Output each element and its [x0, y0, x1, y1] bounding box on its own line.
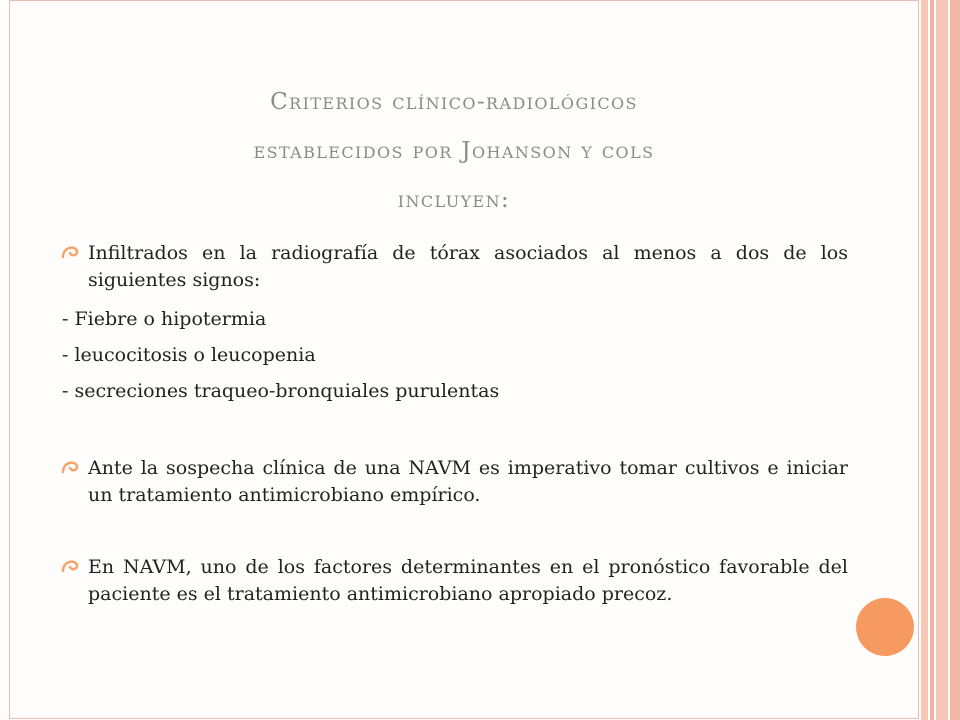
right-stripe-3: [936, 0, 948, 720]
subitem-leucocitosis: - leucocitosis o leucopenia: [62, 344, 316, 366]
decorative-circle: [856, 598, 914, 656]
slide-title: [70, 78, 838, 225]
bullet-1-text: Infiltrados en la radiografía de tórax asociados al menos a dos de los siguientes signos:: [88, 242, 848, 291]
bullet-curl-icon: [60, 243, 82, 261]
bullet-3-text: En NAVM, uno de los factores determinantes en el pronóstico favorable del paciente es el tratamiento antimicrobiano apropiado precoz.: [88, 556, 848, 605]
bullet-curl-icon: [60, 458, 82, 476]
bullet-curl-icon: [60, 557, 82, 575]
title-line-1: Criterios clínico-radiológicos: [270, 89, 638, 115]
bullet-2-text: Ante la sospecha clínica de una NAVM es imperativo tomar cultivos e iniciar un tratamiento antimicrobiano empírico.: [88, 457, 848, 506]
right-stripe-1: [921, 0, 928, 720]
subitem-fiebre: - Fiebre o hipotermia: [62, 308, 267, 330]
title-line-2: establecidos por Johanson y cols: [253, 138, 655, 164]
right-stripe-2: [930, 0, 934, 720]
title-line-3: incluyen:: [397, 187, 511, 213]
right-stripe-4: [950, 0, 960, 720]
subitem-secreciones: - secreciones traqueo-bronquiales purulentas: [62, 380, 500, 402]
